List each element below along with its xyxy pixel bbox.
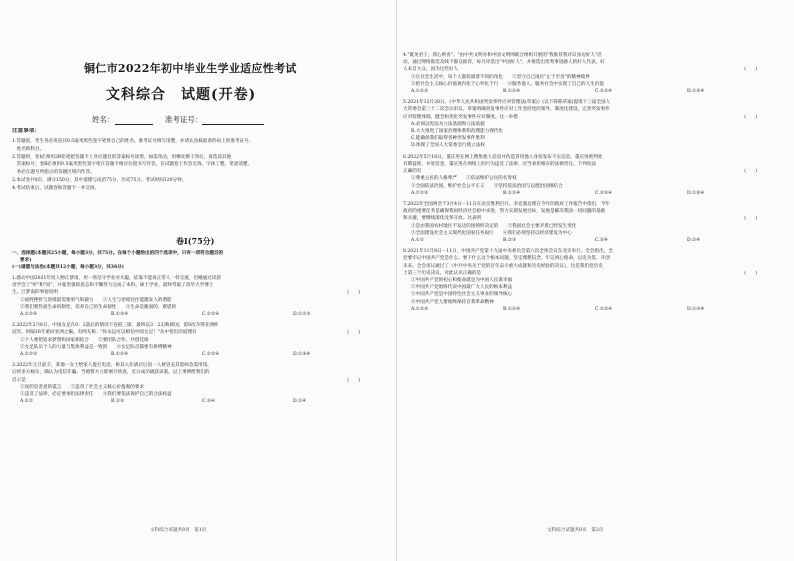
question-stem-line: 政府的重要任务是确保我国经济社会稳中求进，努力实现发展目标，发展是解决我国一切问题的基础 bbox=[403, 209, 606, 215]
answer-paren: ( ) bbox=[744, 114, 757, 120]
choice-row bbox=[403, 190, 781, 197]
choice-option: A.①②③ bbox=[411, 306, 429, 312]
name-field-row bbox=[92, 114, 264, 125]
answer-option: A.必须以宪法为立法基础和立法依据 bbox=[411, 121, 485, 127]
question-block bbox=[403, 154, 781, 197]
answer-option: ③违反了法律，必定要承担法律责任 ④我们要依法保护自己的合法权益 bbox=[20, 392, 172, 398]
choice-option: C.③④ bbox=[595, 237, 609, 243]
choice-row bbox=[403, 306, 781, 313]
note-line: 2.答题时，卷Ⅰ必须用2B铅笔把答题卡上对应题目的答案标号涂黑，如需改动，用橡皮擦干净后，再选涂其他 bbox=[12, 154, 232, 160]
choice-option: A.①②④ bbox=[20, 312, 38, 318]
answer-paren: ( ) bbox=[744, 169, 757, 175]
choice-option: D.①②③ bbox=[293, 312, 311, 318]
answer-paren: ( ) bbox=[347, 377, 360, 383]
answer-option: ③我们要热爱生命的制性，培养自己的生命韧性 ④生命是脆弱的，难堪的 bbox=[20, 304, 177, 310]
ticket-blank bbox=[202, 115, 264, 125]
left-questions bbox=[12, 275, 384, 410]
choice-option: A.①② bbox=[411, 237, 425, 243]
choice-option: C.③④ bbox=[202, 399, 216, 405]
answer-option: B.大大推进了国家治理体系和治理能力现代化 bbox=[411, 129, 504, 135]
question-block bbox=[12, 362, 384, 405]
question-stem-line: 启示是 bbox=[12, 377, 26, 383]
answer-option: ③全面依法治国，维护社会公平正义 ④坚持依法治国与以德治国相结合 bbox=[411, 183, 563, 189]
right-page bbox=[397, 0, 794, 561]
answer-option: ①战胜挫折与逆境最需要勇气和毅力 ②人生与逆境往往能激发人的潜能 bbox=[20, 297, 172, 303]
question-stem-line: 1.感动中国2021年度人物江梦南，用一场坚守学业对失聪，依靠不能再正常人一样交流，但她通过读唇 bbox=[12, 276, 222, 281]
exam-title: 铜仁市2022年初中毕业生学业适应性考试 bbox=[84, 62, 297, 75]
question-stem-line: 应对管理体制，健全和优化突发事件应对制度。这一举措 bbox=[403, 114, 518, 120]
choice-option: C.②③④ bbox=[595, 190, 613, 196]
question-stem-line: 未来。全会审议通过了《中共中央关于党的百年奋斗重大成就和历史经验的决议》，这是我们党历史 bbox=[403, 263, 603, 269]
answer-paren: ( ) bbox=[347, 330, 360, 336]
choice-row bbox=[403, 88, 781, 95]
answer-option: ①个人要把追求梦想和国家相结合 ②要团队合作，共创佳绩 bbox=[20, 337, 149, 343]
right-questions bbox=[403, 52, 781, 317]
choice-option: B.①②④ bbox=[503, 89, 521, 95]
question-stem-line: 党要牢记中国共产党是什么、要干什么这个根本问题，坚定理想信念，牢记初心使命，以史为鉴，开创 bbox=[403, 256, 610, 262]
choice-option: C.②③④ bbox=[595, 89, 613, 95]
answer-option: ②中国共产党始终代表中国最广大人民的根本利益 bbox=[411, 285, 513, 291]
choice-option: D.①③④ bbox=[687, 306, 705, 312]
question-stem-line: 有期徒刑，并处罚金。董庆男在网络上的行为违反了法律，应当承担相应的法律责任。下列说法 bbox=[403, 161, 596, 167]
answer-option: ③中国共产党是中国特色社会主义事业的领导核心 bbox=[411, 292, 513, 298]
answer-paren: ( ) bbox=[744, 216, 757, 222]
question-stem-line: 语学会了"听"和"说"，并靠坚强的意志和不懈努力完成了本科、硕士学业，最终考取了清华大学博士 bbox=[12, 283, 214, 289]
question-block bbox=[12, 322, 384, 358]
notes-list bbox=[12, 138, 384, 193]
question-stem-line: 2.2022年2月6日，中国女足在0：2落后的情况下连扳三球，最终以3：2击败韩国，第9次夺得亚洲杯 bbox=[12, 323, 219, 329]
question-block bbox=[403, 201, 781, 244]
answer-paren: ( ) bbox=[347, 290, 360, 296]
choice-row bbox=[12, 398, 384, 405]
part-heading-continued: 要求) bbox=[20, 258, 32, 263]
answer-option: C.能确保我们取得各种突发事件胜利 bbox=[411, 136, 485, 142]
name-blank bbox=[115, 115, 153, 125]
choice-option: A.①②③ bbox=[411, 190, 429, 196]
choice-row bbox=[403, 237, 781, 244]
choice-option: B.②③ bbox=[111, 399, 125, 405]
part-heading: 一、选择题(本题共25小题，每小题3分，共75分。在每个小题给出的四个选项中，只有一项符合题目的 bbox=[12, 251, 224, 256]
choice-option: D.①③④ bbox=[687, 190, 705, 196]
part-subheading: (一)道德与法治(本题共12小题，每小题3分，共36分) bbox=[12, 265, 124, 270]
notes-heading: 注意事项： bbox=[12, 128, 40, 134]
choice-option: B.①②④ bbox=[503, 306, 521, 312]
choice-option: B.②③ bbox=[503, 237, 517, 243]
question-stem-line: 大常委会第三十二次会议审议。草案明确突发事件应对工作坚持党的领导、制度化建设，完善突发事件 bbox=[403, 107, 610, 113]
choice-row bbox=[12, 351, 384, 358]
question-stem-line: 5.2021年12月20日，《中华人民共和国突发事件应对管理法(草案)》(以下简称草案)提请十三届全国人 bbox=[403, 100, 611, 106]
choice-option: A.①② bbox=[20, 399, 34, 405]
choice-option: D.①③④ bbox=[687, 89, 705, 95]
question-stem-line: 后经多方核实，确认为电信诈骗。当地警方立即展开侦查，近日成功破获该案。以上事例给我们的 bbox=[12, 370, 210, 376]
question-stem-line: 8.2021年11月8日－11日，中国共产党第十九届中央委员会第六次全体会议在北京举行。全会指出，全 bbox=[403, 249, 613, 255]
answer-paren: ( ) bbox=[744, 67, 757, 73]
choice-option: C.②③④ bbox=[202, 312, 220, 318]
choice-option: D.②④ bbox=[687, 237, 701, 243]
choice-option: C.②③④ bbox=[595, 306, 613, 312]
note-line: 答案标号；卷Ⅱ必须用0.5毫米黑色签字笔在答题卡相应位置书写作答，在试题卷上作答无效。字体工整，笔迹清楚。 bbox=[12, 162, 253, 168]
choice-option: D.①③④ bbox=[293, 352, 311, 358]
note-line: 3.本试卷共8页，满分150分，其中道德与法治75分，历史75分。考试时间120分钟。 bbox=[12, 177, 187, 183]
page-footer-right: 文科综合试题共8页 第2页 bbox=[547, 528, 604, 533]
question-block bbox=[403, 248, 781, 313]
question-stem-line: 动，通过网络推选及线下群众推荐，每月评选出"中国好人"，并推选出优秀事迹感人的好人代表。好 bbox=[403, 60, 605, 66]
question-stem-line: 冠军，时隔16年重回亚洲之巅。有网友称："你永远可以相信中国女足！"从中悟出的道理有 bbox=[12, 330, 197, 336]
choice-option: D.②④ bbox=[293, 399, 307, 405]
answer-option: ③全面建设社会主义现代化国家任务艰巨 ④我们必须坚持以经济建设为中心 bbox=[411, 230, 572, 236]
answer-option: ④中国共产党人要始终保持自我革命精神 bbox=[411, 299, 494, 305]
name-label: 姓名： bbox=[92, 115, 115, 124]
question-stem-line: 上第三个历史决议。对此认识正确的是 bbox=[403, 270, 482, 276]
answer-option: ③把社会主义核心价值观内化于心外化于行 ④服务他人，服务社会中实现了自己的人生价值 bbox=[411, 81, 604, 87]
answer-option: D.体现了全国人大常委会行使立法权 bbox=[411, 143, 485, 149]
question-stem-line: 人来自大众，因为这些好人 bbox=[403, 67, 459, 73]
question-block bbox=[12, 275, 384, 318]
note-line: 4.考试结束后，试题卷和答题卡一并交回。 bbox=[12, 185, 100, 191]
choice-option: B.①②④ bbox=[503, 190, 521, 196]
question-stem-line: 生。江梦南的事迹说明 bbox=[12, 290, 58, 296]
question-block bbox=[403, 52, 781, 95]
subject-title: 文科综合 试题(开卷) bbox=[106, 87, 257, 103]
choice-option: B.①③④ bbox=[111, 312, 129, 318]
answer-option: ③女足队员个人的力量与集体利益是一致的 ④女足队员都要有拼搏精神 bbox=[20, 344, 172, 350]
answer-option: ①是由我国农村地区不发达的国情所决定的 ②我国社会主要矛盾已经发生变化 bbox=[411, 223, 577, 229]
question-stem-line: 正确的有 bbox=[403, 169, 422, 175]
answer-option: ①中国共产党的初心和使命就是为中国人民谋幸福 bbox=[411, 277, 513, 283]
choice-row bbox=[12, 311, 384, 318]
question-block bbox=[403, 99, 781, 149]
note-line: 1.答题前，考生务必用直径0.5毫米黑色签字笔将自己的姓名、准考证号填写清楚，并请认真核准条形码上的准考证号、 bbox=[12, 139, 254, 144]
choice-option: B.①②④ bbox=[111, 352, 129, 358]
answer-paren: ( ) bbox=[744, 270, 757, 276]
note-line: 姓名和科目。 bbox=[12, 146, 45, 152]
section-title: 卷Ⅰ(75分) bbox=[176, 236, 215, 246]
answer-option: ①说的是善意的谎言 ②违背了社会主义核心价值观的要求 bbox=[20, 384, 145, 390]
question-stem-line: 6.2022年5月18日，董庆男在网上搜集他人信息并伪造冒用他人身份发布不实信息，董庆男被判处 bbox=[403, 154, 603, 160]
answer-option: ①在社会生活中，每个人都扮演着不同的角色 ②坚守自己岗位"止于至善"的精神境界 bbox=[411, 74, 590, 80]
choice-option: A.①②③ bbox=[411, 89, 429, 95]
note-line: 务必在题号所指示的答题区域内作答。 bbox=[12, 170, 95, 176]
answer-option: ①尊重公民的人格尊严 ②依法维护公民的名誉权 bbox=[411, 176, 517, 182]
choice-option: C.②③④ bbox=[202, 352, 220, 358]
question-stem-line: 3.2022年元旦前夕，某地一女士给家人拨打电话，称其入住酒店后因一人被冒充其患病急需用钱， bbox=[12, 363, 212, 369]
question-stem-line: 和关键，要继续深化改革开放。这表明 bbox=[403, 216, 482, 222]
ticket-label: 准考证号： bbox=[164, 115, 203, 124]
choice-option: A.①②③ bbox=[20, 352, 38, 358]
question-stem-line: 4."既见君子，我心则喜"。"由中共文明办和中国文明网联合组织开展的"我推荐我评议身边好人"活 bbox=[403, 53, 602, 58]
question-stem-line: 7.2022年全国两会于3月4日－11日在北京胜利召开。李克强总理在今年的政府工作报告中指出，今年 bbox=[403, 201, 610, 207]
page-footer-left: 文科综合试题共8页 第1页 bbox=[150, 528, 207, 533]
